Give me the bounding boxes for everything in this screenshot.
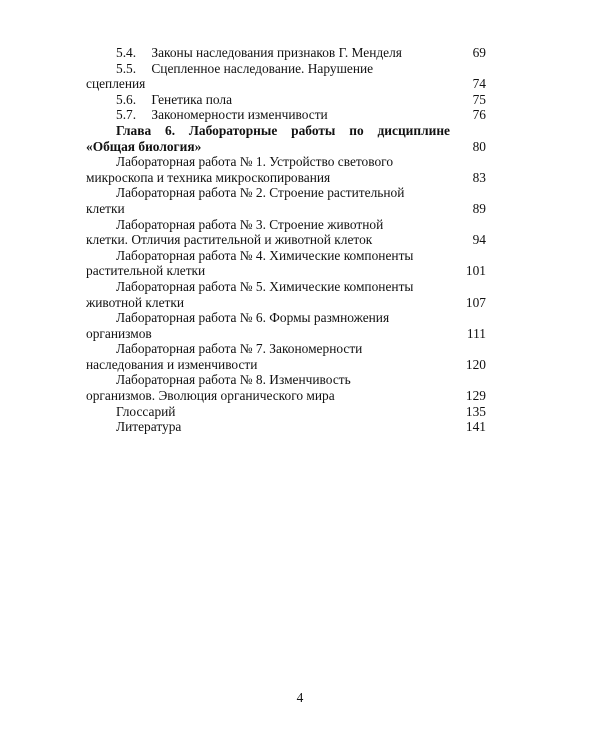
toc-entry-5-5-cont: [86, 76, 486, 92]
toc-page-number: 75: [472, 91, 486, 107]
toc-entry-lab-3: [86, 217, 486, 248]
toc-section-number: 5.4.: [116, 45, 137, 60]
toc-entry-title-cont: наследования и изменчивости: [86, 356, 258, 372]
toc-entry-title-cont: микроскопа и техника микроскопирования: [86, 169, 331, 185]
toc-entry-glossary: [86, 404, 486, 420]
toc-page-number: 89: [472, 200, 486, 216]
toc-entry-title: Лабораторная работа № 6. Формы размножения: [116, 310, 390, 326]
toc-chapter-title: Глава 6. Лабораторные работы по дисциплине: [116, 122, 450, 138]
toc-entry-title: Лабораторная работа № 1. Устройство светового: [116, 154, 394, 170]
toc-page-number: 69: [472, 45, 486, 60]
toc-page-number: 129: [465, 388, 486, 404]
toc-entry-lab-2: [86, 185, 486, 216]
toc-entry-title-cont: животной клетки: [86, 294, 185, 310]
toc-entry-5-6: [86, 92, 486, 108]
toc-entry-title: Сцепленное наследование. Нарушение: [151, 60, 374, 76]
toc-page-number: 111: [466, 325, 486, 341]
toc-entry-title-cont: растительной клетки: [86, 263, 206, 279]
toc-entry-literature: [86, 419, 486, 435]
toc-entry-5-7: [86, 107, 486, 123]
toc-page-number: 141: [465, 419, 486, 435]
toc-entry-title: Глоссарий: [116, 403, 176, 419]
toc-page-number: 94: [472, 232, 486, 248]
table-of-contents: [86, 45, 486, 435]
toc-entry-title: Закономерности изменчивости: [151, 107, 328, 123]
toc-chapter-title-cont: «Общая биология»: [86, 138, 202, 154]
toc-page-number: 76: [472, 107, 486, 123]
toc-entry-lab-1: [86, 154, 486, 185]
toc-chapter-6: [86, 123, 486, 154]
toc-page-number: 83: [472, 169, 486, 185]
toc-entry-lab-5: [86, 279, 486, 310]
toc-entry-title-cont: организмов. Эволюция органического мира: [86, 388, 335, 404]
toc-entry-title: Генетика пола: [151, 91, 233, 107]
toc-page-number: 74: [472, 76, 486, 92]
toc-entry-title-cont: клетки: [86, 200, 125, 216]
toc-entry-5-4: [86, 45, 486, 61]
toc-entry-title-cont: клетки. Отличия растительной и животной клеток: [86, 232, 373, 248]
toc-section-number: 5.5.: [116, 60, 137, 76]
page-number-footer: 4: [296, 690, 304, 705]
toc-entry-title: Лабораторная работа № 3. Строение животной: [116, 216, 384, 232]
toc-page-number: 135: [465, 403, 486, 419]
toc-entry-title: Лабораторная работа № 2. Строение растительной: [116, 185, 405, 201]
toc-entry-5-5: [86, 61, 486, 77]
toc-page-number: 80: [472, 138, 486, 154]
toc-section-number: 5.6.: [116, 91, 137, 107]
toc-entry-lab-8: [86, 372, 486, 403]
toc-entry-lab-4: [86, 248, 486, 279]
toc-entry-lab-6: [86, 310, 486, 341]
toc-entry-title-cont: организмов: [86, 325, 152, 341]
toc-page-number: 120: [465, 356, 486, 372]
toc-entry-title: Лабораторная работа № 5. Химические компоненты: [116, 278, 414, 294]
toc-entry-title: Лабораторная работа № 8. Изменчивость: [116, 372, 351, 388]
toc-entry-title: Лабораторная работа № 7. Закономерности: [116, 341, 363, 357]
toc-page-number: 107: [465, 294, 486, 310]
toc-entry-lab-7: [86, 341, 486, 372]
toc-entry-title: Законы наследования признаков Г. Менделя: [151, 45, 402, 60]
toc-entry-title: Литература: [116, 419, 182, 435]
toc-entry-title-cont: сцепления: [86, 76, 146, 92]
toc-page-number: 101: [465, 263, 486, 279]
toc-entry-title: Лабораторная работа № 4. Химические компоненты: [116, 247, 414, 263]
toc-section-number: 5.7.: [116, 107, 137, 123]
